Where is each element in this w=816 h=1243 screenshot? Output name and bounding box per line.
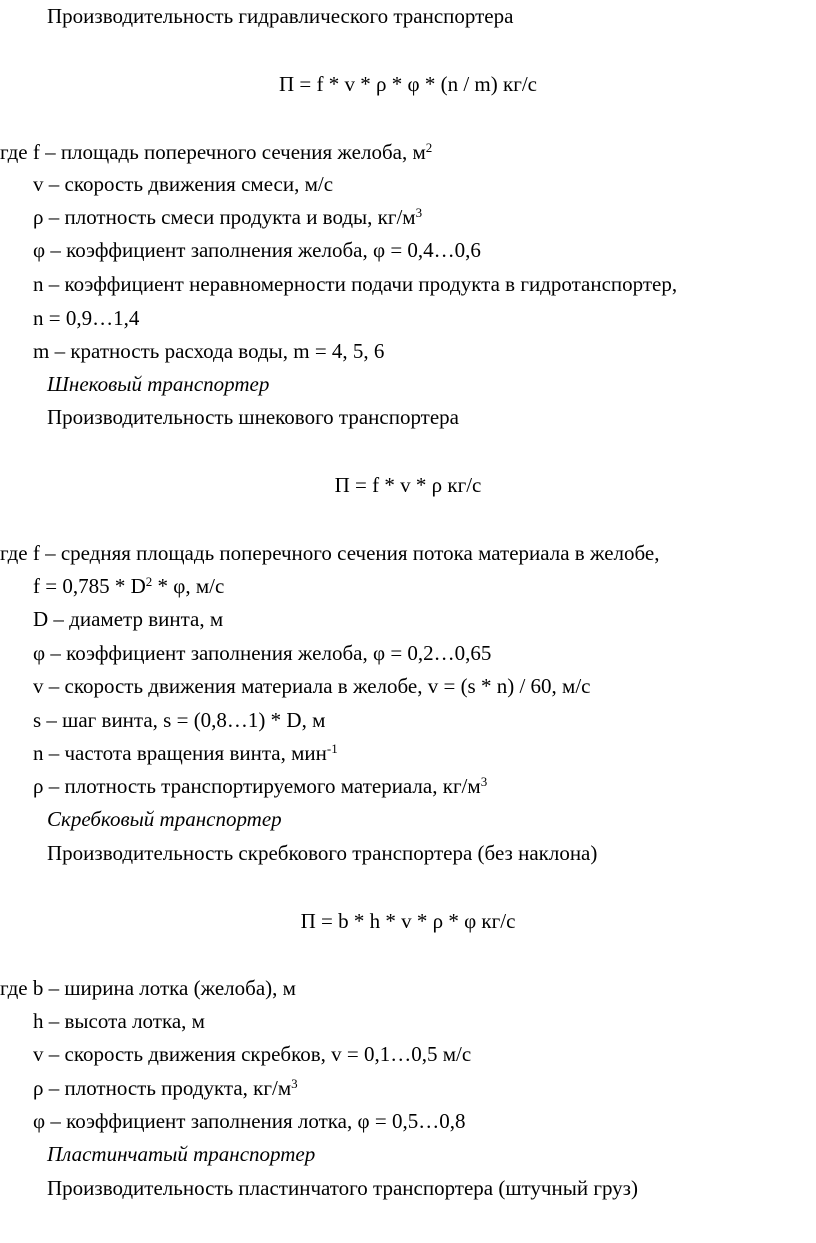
screw-f-formula: $f = 0,785 * D^2 * \varphi$, м/с (33, 574, 225, 598)
screw-formula: П = f * v * ρ кг/с (334, 473, 482, 497)
scraper-formula: П = b * h * v * ρ * φ кг/с (300, 909, 516, 933)
plate-heading: Пластинчатый транспортер (47, 1142, 316, 1166)
screw-f-def: где f – средняя площадь поперечного сечения потока материала в желобе, (0, 541, 660, 565)
screw-heading: Шнековый транспортер (47, 372, 270, 396)
hydraulic-n-def: n – коэффициент неравномерности подачи продукта в гидротанспортер, (33, 272, 678, 296)
scraper-phi-def: φ – коэффициент заполнения лотка, φ = 0,5…0,8 (33, 1109, 466, 1133)
scraper-rho-def: ρ – плотность продукта, $кг/м^3$ (33, 1076, 298, 1100)
hydraulic-rho-def: ρ – плотность смеси продукта и воды, $кг/м^3$ (33, 205, 423, 229)
screw-s-def: s – шаг винта, s = (0,8…1) * D, м (33, 708, 326, 732)
screw-phi-def: φ – коэффициент заполнения желоба, φ = 0,2…0,65 (33, 641, 492, 665)
hydraulic-m-def: m – кратность расхода воды, m = 4, 5, 6 (33, 339, 385, 363)
scraper-heading: Скребковый транспортер (47, 807, 282, 831)
hydraulic-phi-def: φ – коэффициент заполнения желоба, φ = 0,4…0,6 (33, 238, 481, 262)
hydraulic-title: Производительность гидравлического транспортера (47, 4, 514, 28)
scraper-h-def: h – высота лотка, м (33, 1009, 205, 1033)
hydraulic-n-range: n = 0,9…1,4 (33, 306, 140, 330)
screw-title: Производительность шнекового транспортера (47, 405, 460, 429)
screw-d-def: D – диаметр винта, м (33, 607, 224, 631)
screw-n-def: n – частота вращения винта, мин$^{-1}$ (33, 741, 338, 765)
hydraulic-formula: П = f * v * ρ * φ * (n / m) кг/с (279, 72, 537, 96)
hydraulic-f-def: где f – площадь поперечного сечения желоба, $м^2$ (0, 140, 433, 164)
scraper-v-def: v – скорость движения скребков, v = 0,1…0,5 м/с (33, 1042, 472, 1066)
screw-rho-def: ρ – плотность транспортируемого материала, $кг/м^3$ (33, 774, 488, 798)
hydraulic-v-def: v – скорость движения смеси, м/с (33, 172, 334, 196)
scraper-b-def: где b – ширина лотка (желоба), м (0, 976, 296, 1000)
plate-title: Производительность пластинчатого транспортера (штучный груз) (47, 1176, 638, 1200)
scraper-title: Производительность скребкового транспортера (без наклона) (47, 841, 598, 865)
screw-v-def: v – скорость движения материала в желобе, v = (s * n) / 60, м/с (33, 674, 591, 698)
